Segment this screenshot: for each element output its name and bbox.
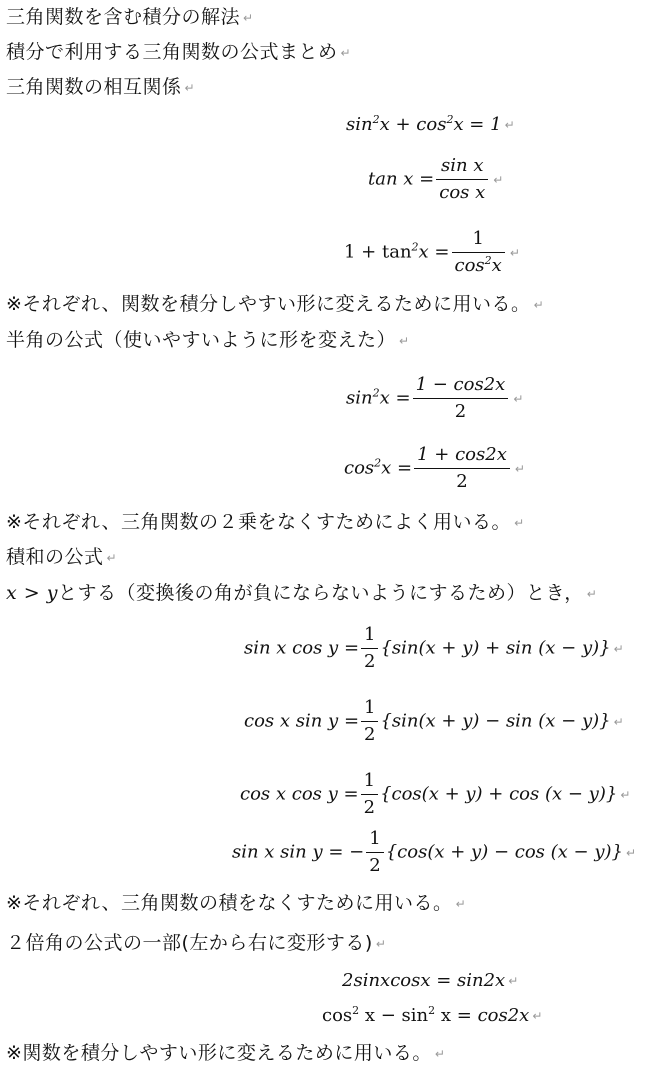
fraction: $\frac{1}{2}$ — [361, 695, 378, 748]
paragraph-mark-icon: ↵ — [184, 80, 196, 95]
paragraph-mark-icon: ↵ — [375, 936, 387, 951]
paragraph-mark-icon: ↵ — [514, 515, 525, 530]
equation-pythagorean: $\sin^2x + \cos^2x = 1$ ↵ — [346, 113, 515, 135]
paragraph-mark-icon: ↵ — [106, 550, 118, 565]
paragraph-mark-icon: ↵ — [514, 461, 525, 476]
fraction: $\frac{1}{2}$ — [366, 826, 383, 879]
equation-double-angle-sin: 2sinxcosx = sin2x ↵ — [342, 970, 519, 991]
section-mutual-heading: 三角関数の相互関係 ↵ — [6, 76, 196, 98]
paragraph-mark-icon: ↵ — [613, 714, 624, 729]
paragraph-mark-icon: ↵ — [509, 245, 520, 260]
section-half-angle-heading: 半角の公式（使いやすいように形を変えた） ↵ — [6, 329, 410, 351]
paragraph-mark-icon: ↵ — [243, 10, 254, 25]
equation-product-cos-cos: cos x cos y = $\frac{1}{2}$ {cos(x + y) + cos (x − y)} ↵ — [240, 768, 630, 821]
equation-tangent-squared: $1 + \tan^2x$ = $\frac{1}{\cos^2x}$ ↵ — [344, 226, 520, 279]
fraction: $\frac{1}{\cos^2x}$ — [452, 226, 505, 279]
paragraph-mark-icon: ↵ — [620, 787, 631, 802]
equation-half-angle-cos: $\cos^2x$ = $\frac{1 + \cos 2x}{2}$ ↵ — [344, 442, 525, 495]
paragraph-mark-icon: ↵ — [625, 845, 637, 860]
paragraph-mark-icon: ↵ — [586, 586, 598, 601]
paragraph-mark-icon: ↵ — [399, 333, 410, 348]
paragraph-mark-icon: ↵ — [533, 297, 545, 312]
fraction: $\frac{\text{sin x}}{\text{cos x}}$ — [436, 153, 488, 206]
fraction: $\frac{1 + \cos 2x}{2}$ — [414, 442, 510, 495]
document-subtitle: 積分で利用する三角関数の公式まとめ ↵ — [6, 41, 352, 63]
paragraph-mark-icon: ↵ — [340, 45, 352, 60]
note-half-angle: ※それぞれ、三角関数の２乗をなくすためによく用いる。 ↵ — [6, 511, 525, 533]
fraction: $\frac{1}{2}$ — [361, 622, 378, 675]
equation-tangent: tan x = $\frac{\text{sin x}}{\text{cos x}}$ ↵ — [368, 153, 503, 206]
equation-product-sin-sin: sin x sin y = − $\frac{1}{2}$ {cos(x + y) − cos (x − y)} ↵ — [232, 826, 636, 879]
note-double-angle: ※関数を積分しやすい形に変えるために用いる。 ↵ — [6, 1042, 446, 1064]
fraction: $\frac{1 - \cos 2x}{2}$ — [413, 372, 509, 425]
paragraph-mark-icon: ↵ — [504, 118, 515, 132]
equation-half-angle-sin: $\sin^2x$ = $\frac{1 - \cos 2x}{2}$ ↵ — [346, 372, 523, 425]
note-product-to-sum: ※それぞれ、三角関数の積をなくすために用いる。 ↵ — [6, 892, 467, 914]
paragraph-mark-icon: ↵ — [434, 1046, 446, 1061]
paragraph-mark-icon: ↵ — [532, 1009, 543, 1023]
document-title: 三角関数を含む積分の解法 ↵ — [6, 6, 254, 28]
equation-product-sin-cos: sin x cos y = $\frac{1}{2}$ {sin(x + y) + sin (x − y)} ↵ — [244, 622, 624, 675]
paragraph-mark-icon: ↵ — [455, 896, 467, 911]
fraction: $\frac{1}{2}$ — [361, 768, 378, 821]
note-mutual: ※それぞれ、関数を積分しやすい形に変えるために用いる。 ↵ — [6, 293, 545, 315]
equation-double-angle-cos: $\cos^2 x - \sin^2 x = \cos 2x$ ↵ — [322, 1004, 543, 1026]
paragraph-mark-icon: ↵ — [493, 172, 504, 187]
paragraph-mark-icon: ↵ — [613, 641, 624, 656]
section-product-to-sum-heading: 積和の公式 ↵ — [6, 546, 118, 568]
condition-line: x > yとする（変換後の角が負にならないようにするため）とき， ↵ — [6, 582, 598, 604]
equation-product-cos-sin: cos x sin y = $\frac{1}{2}$ {sin(x + y) − sin (x − y)} ↵ — [244, 695, 624, 748]
paragraph-mark-icon: ↵ — [508, 974, 519, 988]
section-double-angle-heading: ２倍角の公式の一部(左から右に変形する) ↵ — [6, 932, 387, 954]
paragraph-mark-icon: ↵ — [513, 391, 524, 406]
